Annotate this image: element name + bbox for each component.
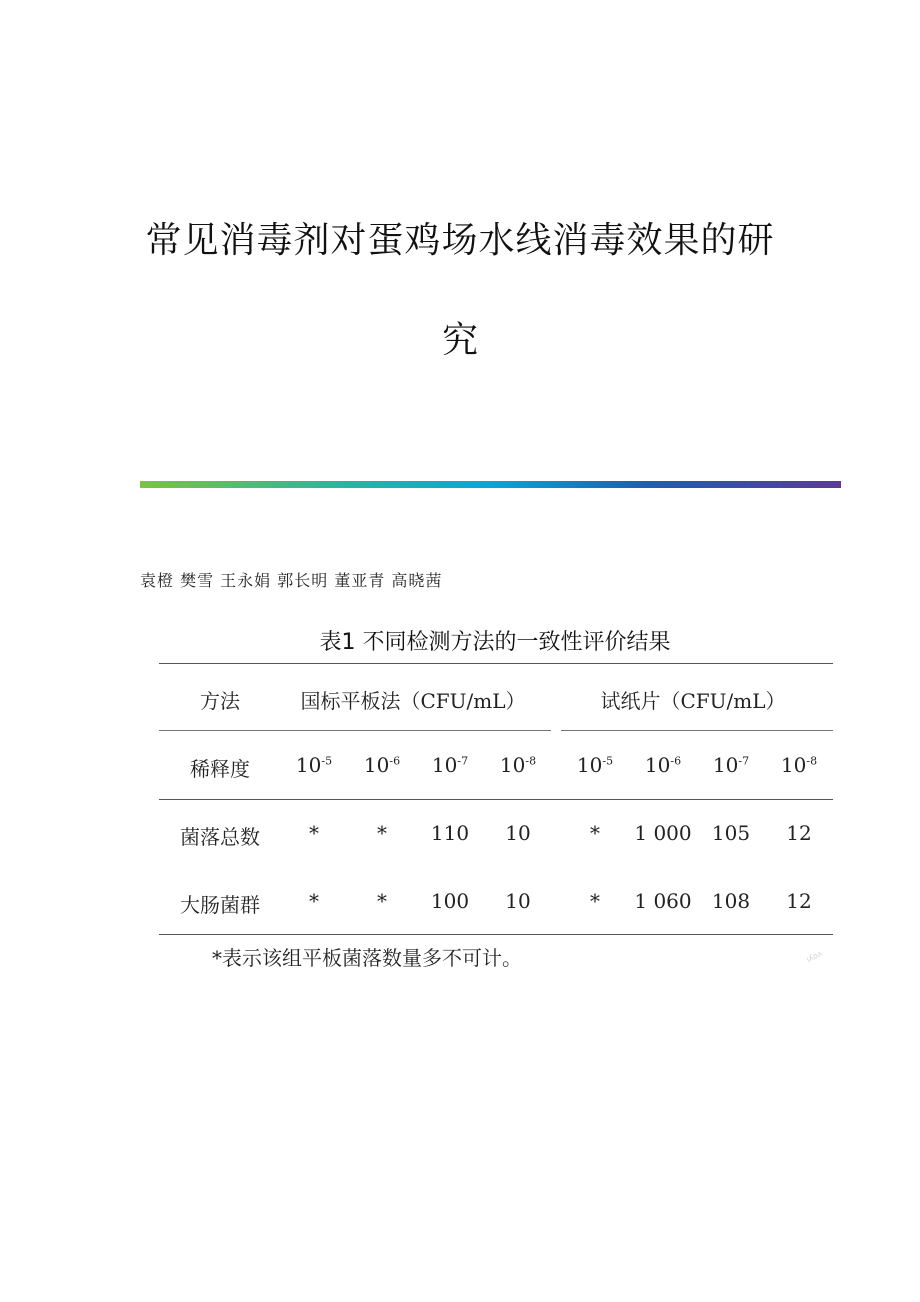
table-group2-rule [561, 730, 833, 731]
table-cell: 1 060 [634, 889, 692, 913]
table-footnote: *表示该组平板菌落数量多不可计。 [212, 946, 522, 970]
table-cell: 100 [430, 889, 470, 913]
table-cell: 10 [505, 821, 531, 845]
row-label-coliforms: 大肠菌群 [180, 893, 260, 917]
table-cell: * [309, 889, 319, 913]
table-cell: * [309, 821, 319, 845]
table-caption: 表1 不同检测方法的一致性评价结果 [319, 630, 671, 655]
header-group-test-strip: 试纸片（CFU/mL） [600, 689, 786, 713]
dilution-label: 稀释度 [190, 757, 250, 781]
dilution-cell: $10^{-5}$ [295, 753, 333, 777]
table-cell: 110 [430, 821, 470, 845]
title-line-2: 究 [441, 320, 478, 361]
table-cell: 12 [786, 821, 812, 845]
title-line-1: 常见消毒剂对蛋鸡场水线消毒效果的研 [145, 220, 775, 261]
gradient-divider [140, 481, 841, 488]
table-cell: 10 [505, 889, 531, 913]
author-list: 袁橙 樊雪 王永娟 郭长明 董亚青 高晓茜 [140, 571, 443, 590]
table-header-rule [159, 799, 833, 800]
table-cell: 12 [786, 889, 812, 913]
dilution-cell: $10^{-5}$ [576, 753, 614, 777]
dilution-cell: $10^{-7}$ [712, 753, 750, 777]
table-cell: 108 [711, 889, 751, 913]
results-table [159, 663, 833, 935]
table-group1-rule [159, 730, 551, 731]
dilution-cell: $10^{-6}$ [363, 753, 401, 777]
table-bottom-rule [159, 934, 833, 935]
table-top-rule [159, 663, 833, 664]
table-cell: * [590, 889, 600, 913]
table-cell: 1 000 [634, 821, 692, 845]
table-cell: 105 [711, 821, 751, 845]
table-cell: * [377, 821, 387, 845]
header-method: 方法 [200, 689, 240, 713]
table-cell: * [377, 889, 387, 913]
table-cell: * [590, 821, 600, 845]
dilution-cell: $10^{-6}$ [644, 753, 682, 777]
dilution-cell: $10^{-8}$ [499, 753, 537, 777]
dilution-cell: $10^{-8}$ [780, 753, 818, 777]
dilution-cell: $10^{-7}$ [431, 753, 469, 777]
faint-watermark-mark: ıʎoʌ [804, 948, 824, 965]
row-label-total-colonies: 菌落总数 [180, 825, 260, 849]
header-group-national-standard: 国标平板法（CFU/mL） [300, 689, 526, 713]
